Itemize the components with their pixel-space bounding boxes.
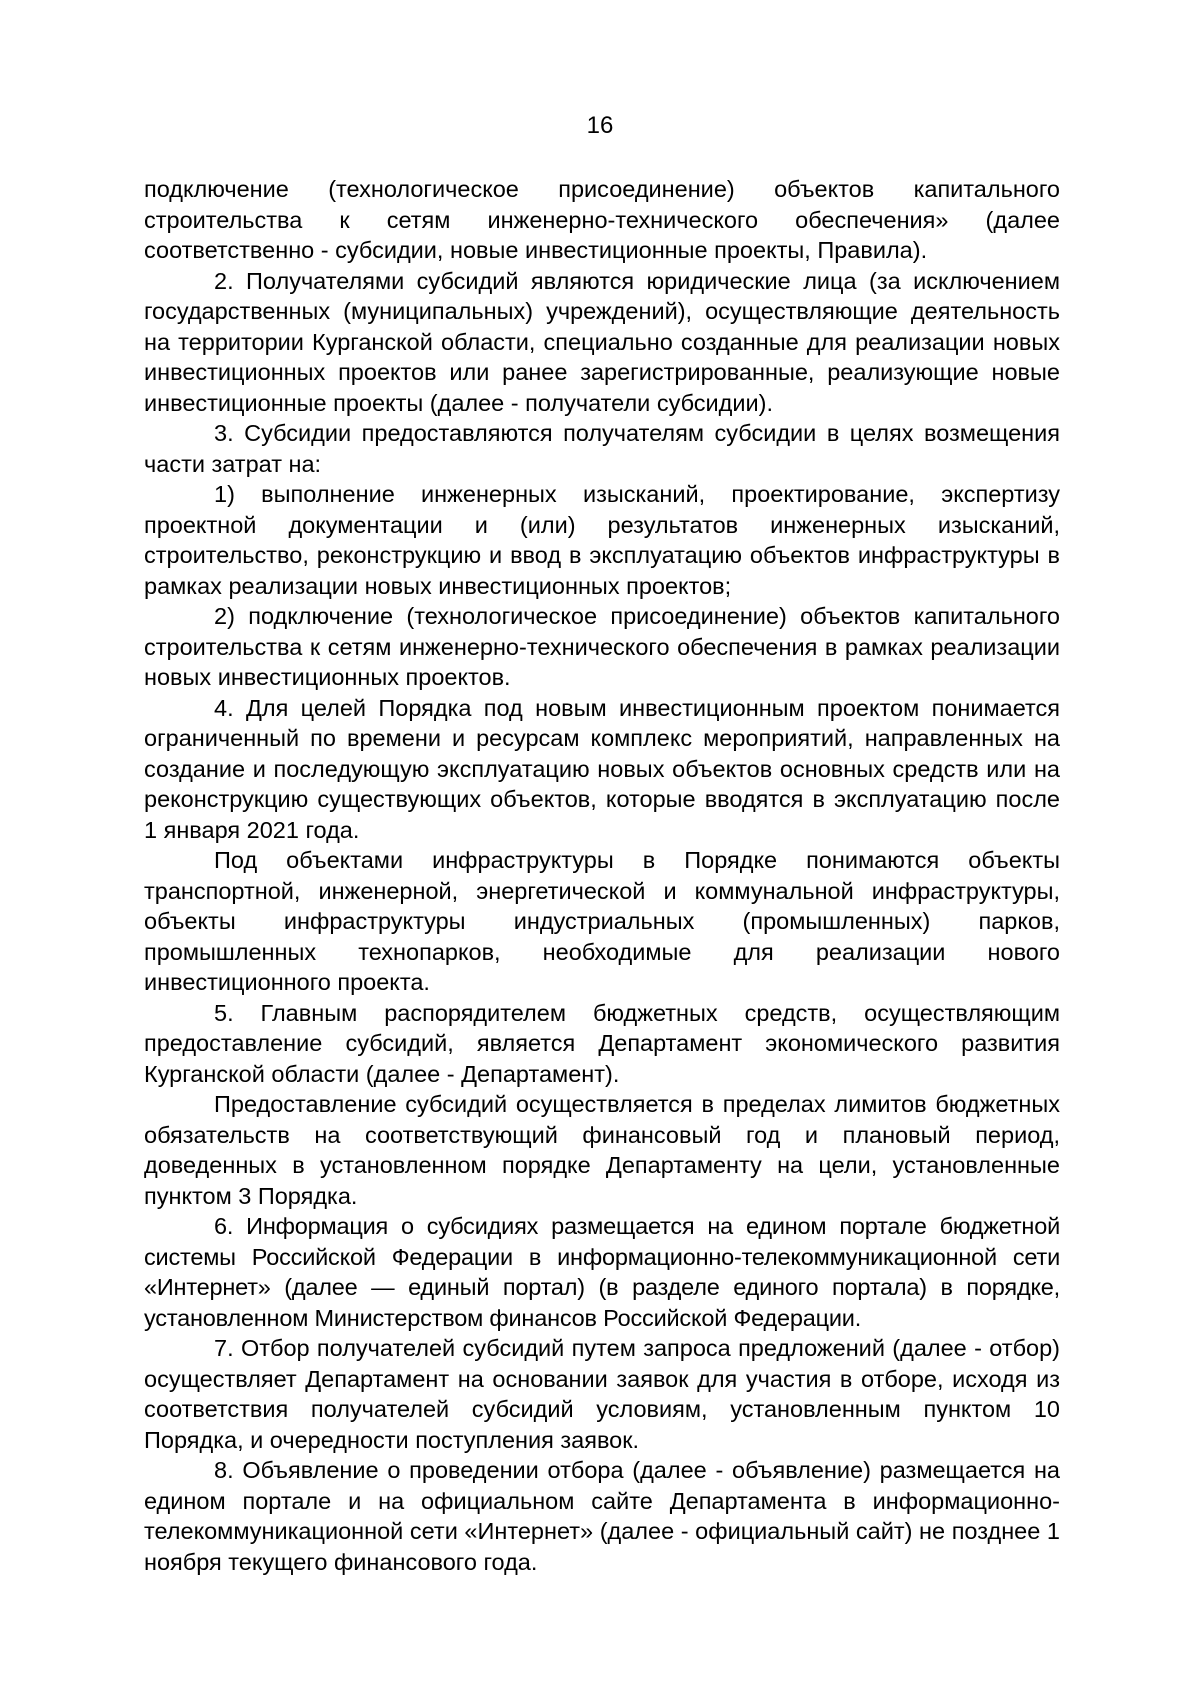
paragraph-infrastructure-definition: Под объектами инфраструктуры в Порядке понимаются объекты транспортной, инженерной, энергетической и коммунальной инфраструктуры, объекты инфраструктуры индустриальных (промышленных) парков, промышленных технопарков, необходимые для реализации нового инвестиционного проекта. [144, 847, 1060, 995]
paragraph-subitem-1: 1) выполнение инженерных изысканий, проектирование, экспертизу проектной документации и (или) результатов инженерных изысканий, строительство, реконструкцию и ввод в эксплуатацию объектов инфраструктуры в рамках реализации новых инвестиционных проектов; [144, 481, 1060, 599]
paragraph-item-4: 4. Для целей Порядка под новым инвестиционным проектом понимается ограниченный по времени и ресурсам комплекс мероприятий, направленных на создание и последующую эксплуатацию новых объектов основных средств или на реконструкцию существующих объектов, которые вводятся в эксплуатацию после 1 января 2021 года. [144, 694, 1060, 843]
document-body [144, 174, 1060, 1577]
paragraph-item-2: 2. Получателями субсидий являются юридические лица (за исключением государственных (муниципальных) учреждений), осуществляющие деятельность на территории Курганской области, специально созданные для реализации новых инвестиционных проектов или ранее зарегистрированные, реализующие новые инвестиционные проекты (далее - получатели субсидии). [144, 267, 1060, 416]
paragraph-item-5: 5. Главным распорядителем бюджетных средств, осуществляющим предоставление субсидий, является Департамент экономического развития Курганской области (далее - Департамент). [144, 999, 1060, 1087]
paragraph-item-7: 7. Отбор получателей субсидий путем запроса предложений (далее - отбор) осуществляет Департамент на основании заявок для участия в отборе, исходя из соответствия получателей субсидий условиям, установленным пунктом 10 Порядка, и очередности поступления заявок. [144, 1335, 1060, 1453]
paragraph-continuation: подключение (технологическое присоединение) объектов капитального строительства к сетям инженерно-технического обеспечения» (далее соответственно - субсидии, новые инвестиционные проекты, Правила). [144, 176, 1060, 263]
paragraph-item-3: 3. Субсидии предоставляются получателям субсидии в целях возмещения части затрат на: [144, 420, 1060, 477]
paragraph-subsidy-limits: Предоставление субсидий осуществляется в пределах лимитов бюджетных обязательств на соответствующий финансовый год и плановый период, доведенных в установленном порядке Департаменту на цели, установленные пунктом 3 Порядка. [144, 1091, 1060, 1209]
paragraph-subitem-2: 2) подключение (технологическое присоединение) объектов капитального строительства к сетям инженерно-технического обеспечения в рамках реализации новых инвестиционных проектов. [144, 603, 1060, 690]
page-number: 16 [586, 112, 614, 139]
paragraph-item-8: 8. Объявление о проведении отбора (далее - объявление) размещается на едином портале и на официальном сайте Департамента в информационно-телекоммуникационной сети «Интернет» (далее - официальный сайт) не позднее 1 ноября текущего финансового года. [144, 1457, 1060, 1575]
paragraph-item-6: 6. Информация о субсидиях размещается на едином портале бюджетной системы Российской Федерации в информационно-телекоммуникационной сети «Интернет» (далее — единый портал) (в разделе единого портала) в порядке, установленном Министерством финансов Российской Федерации. [144, 1213, 1060, 1331]
